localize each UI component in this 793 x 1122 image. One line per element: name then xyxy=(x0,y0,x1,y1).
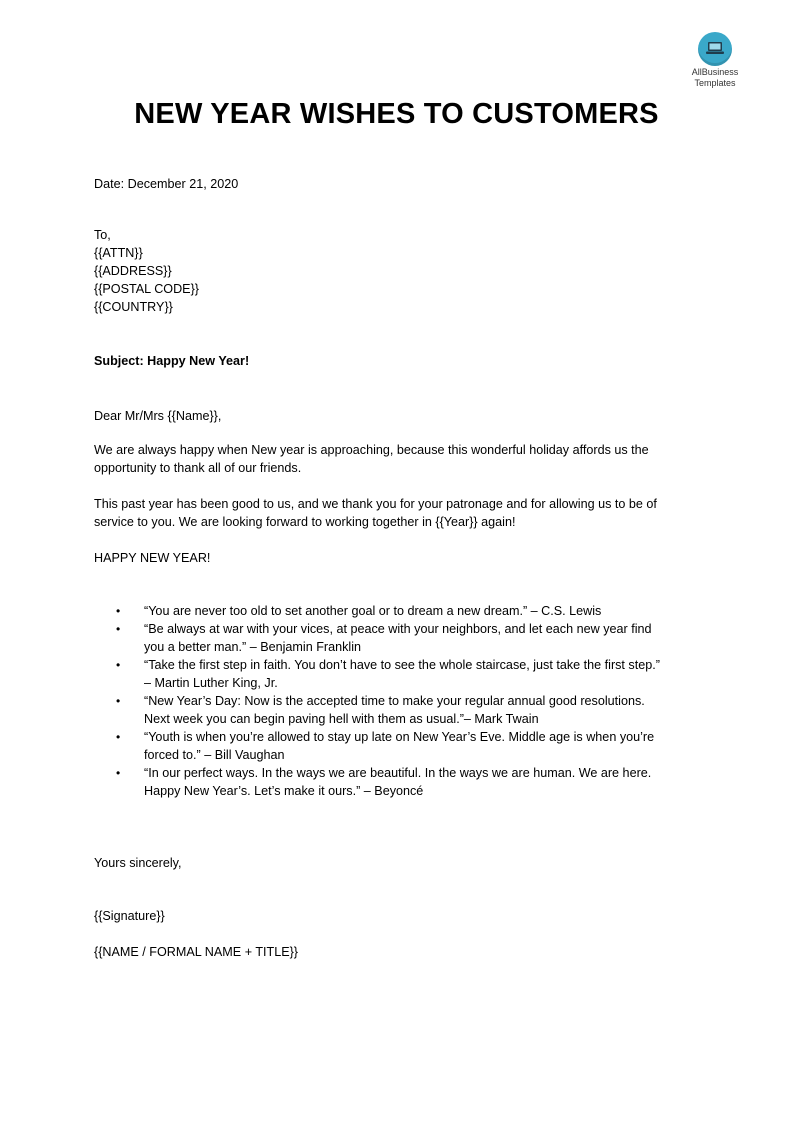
bullet-icon: • xyxy=(116,766,121,780)
signature-text: {{Signature}} xyxy=(94,909,165,923)
logo-text-line1: AllBusiness xyxy=(691,67,739,77)
quote-line: – Martin Luther King, Jr. xyxy=(144,676,278,690)
quote-line: “In our perfect ways. In the ways we are beautiful. In the ways we are human. We are here. xyxy=(144,766,652,780)
salutation xyxy=(94,407,704,425)
quote-line: “Be always at war with your vices, at peace with your neighbors, and let each new year find xyxy=(144,622,652,636)
address-line: To, xyxy=(94,228,111,242)
list-item xyxy=(94,692,714,728)
list-item xyxy=(94,764,714,800)
bullet-icon: • xyxy=(116,622,121,636)
recipient-address xyxy=(94,226,704,316)
logo-text-line2: Templates xyxy=(694,78,736,88)
bullet-icon: • xyxy=(116,604,121,618)
closing-text: Yours sincerely, xyxy=(94,856,182,870)
name-title-placeholder xyxy=(94,943,704,961)
subject-line xyxy=(94,352,704,370)
exclaim-text: HAPPY NEW YEAR! xyxy=(94,551,211,565)
laptop-icon xyxy=(705,40,725,56)
logo-badge xyxy=(698,32,732,66)
subject-text: Subject: Happy New Year! xyxy=(94,354,250,368)
quote-line: “Youth is when you’re allowed to stay up late on New Year’s Eve. Middle age is when you’re xyxy=(144,730,655,744)
happy-new-year-line xyxy=(94,549,704,567)
closing xyxy=(94,854,704,872)
address-line: {{POSTAL CODE}} xyxy=(94,282,199,296)
paragraph-line: service to you. We are looking forward to working together in {{Year}} again! xyxy=(94,515,516,529)
address-line: {{ADDRESS}} xyxy=(94,264,172,278)
quote-line: “Take the first step in faith. You don’t have to see the whole staircase, just take the first step.” xyxy=(144,658,660,672)
list-item xyxy=(94,602,714,620)
date-line xyxy=(94,175,704,193)
date-text: Date: December 21, 2020 xyxy=(94,177,239,191)
company-logo xyxy=(684,32,746,88)
salutation-text: Dear Mr/Mrs {{Name}}, xyxy=(94,409,222,423)
paragraph-2 xyxy=(94,495,704,531)
list-item xyxy=(94,728,714,764)
list-item xyxy=(94,656,714,692)
quote-line: “New Year’s Day: Now is the accepted time to make your regular annual good resolutions. xyxy=(144,694,645,708)
signature-placeholder xyxy=(94,907,704,925)
address-line: {{ATTN}} xyxy=(94,246,143,260)
paragraph-line: This past year has been good to us, and we thank you for your patronage and for allowing us to be of xyxy=(94,497,657,511)
bullet-icon: • xyxy=(116,730,121,744)
quote-line: “You are never too old to set another goal or to dream a new dream.” – C.S. Lewis xyxy=(144,604,602,618)
address-line: {{COUNTRY}} xyxy=(94,300,173,314)
quote-line: Happy New Year’s. Let’s make it ours.” – Beyoncé xyxy=(144,784,424,798)
bullet-icon: • xyxy=(116,658,121,672)
quote-line: Next week you can begin paving hell with them as usual.”– Mark Twain xyxy=(144,712,539,726)
quote-line: you a better man.” – Benjamin Franklin xyxy=(144,640,361,654)
quote-line: forced to.” – Bill Vaughan xyxy=(144,748,285,762)
document-title: NEW YEAR WISHES TO CUSTOMERS xyxy=(134,98,659,130)
list-item xyxy=(94,620,714,656)
paragraph-1 xyxy=(94,441,704,477)
quote-list xyxy=(94,602,714,800)
bullet-icon: • xyxy=(116,694,121,708)
paragraph-line: opportunity to thank all of our friends. xyxy=(94,461,302,475)
name-title-text: {{NAME / FORMAL NAME + TITLE}} xyxy=(94,945,299,959)
paragraph-line: We are always happy when New year is approaching, because this wonderful holiday affords us the xyxy=(94,443,649,457)
